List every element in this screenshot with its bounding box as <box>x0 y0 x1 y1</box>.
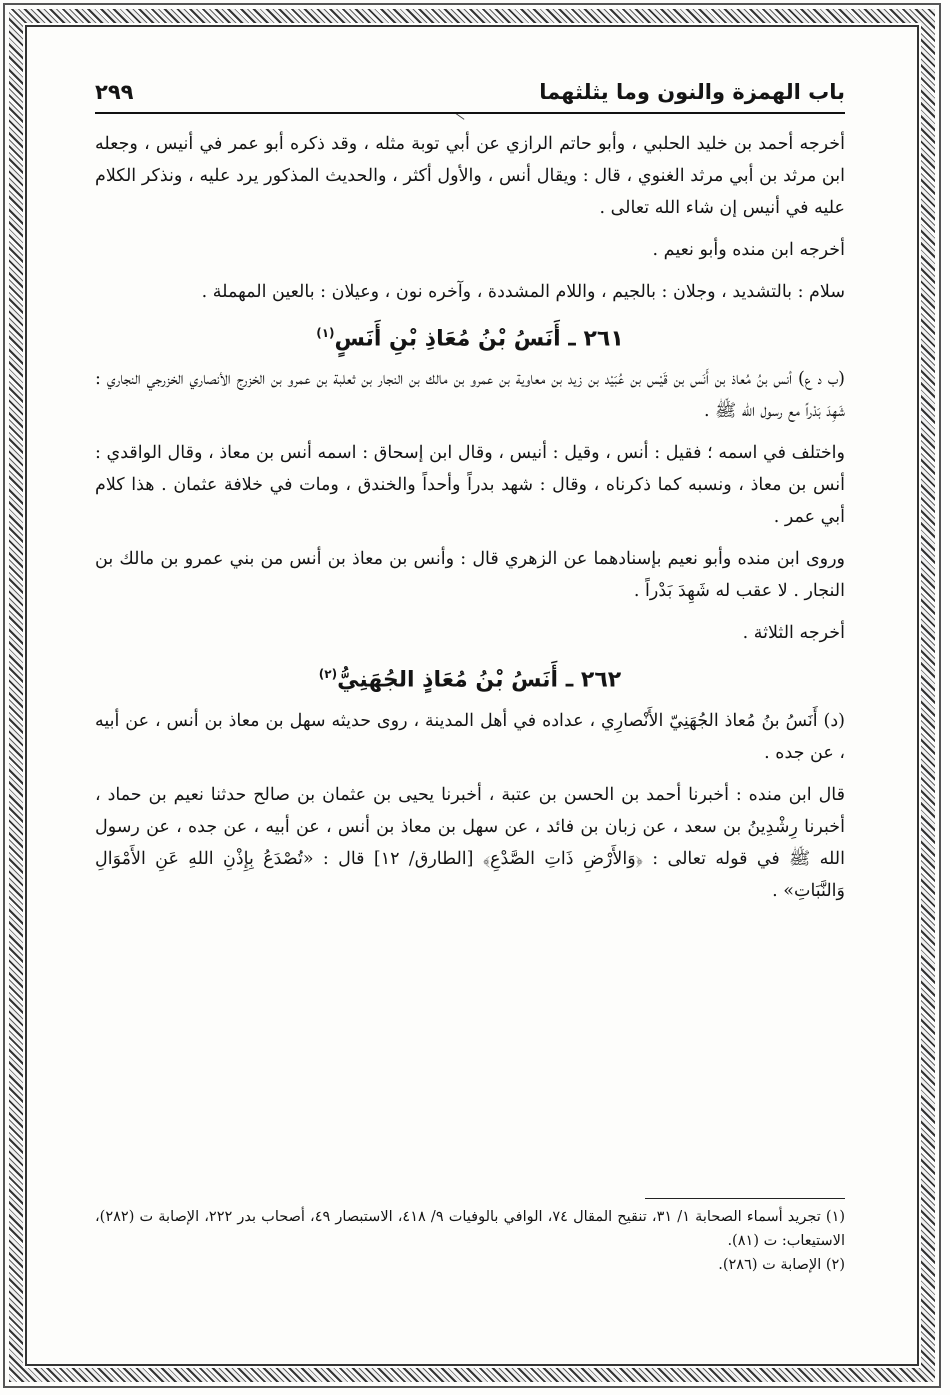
paragraph: (ب د ع) أنس بنُ مُعاذ بن أَنَس بن قَيْس بن عُبَيْد بن زيد بن معاوية بن عمرو بن مالك بن النجار بن ثعلبة بن عمرو بن الخزرج الأنصاري الخزرجي النجاري : شَهِدَ بَدْراً مع رسول الله ﷺ . <box>95 369 845 422</box>
footnote-marker: (١) <box>316 326 335 340</box>
paragraph: قال ابن منده : أخبرنا أحمد بن الحسن بن عتبة ، أخبرنا يحيى بن عثمان بن صالح حدثنا نعيم بن حماد ، أخبرنا رِشْدِينُ بن سعد ، عن زبان بن فائد ، عن سهل بن معاذ بن أنس ، عن أبيه ، عن جده ، عن رسول الله ﷺ في قوله تعالى : ﴿وَالأَرْضِ ذَاتِ الصَّدْعِ﴾ [الطارق/ ١٢] قال : «تُصْدَعُ بِإِذْنِ اللهِ عَنِ الأَمْوَالِ وَالنَّبَاتِ» . <box>95 784 845 901</box>
page-body <box>95 128 845 917</box>
footnote-rule <box>645 1198 845 1199</box>
paragraph: واختلف في اسمه ؛ فقيل : أنس ، وقيل : أنيس ، وقال ابن إسحاق : اسمه أنس بن معاذ ، وقال الواقدي : أنس بن معاذ ، ونسبه كما ذكرناه ، وقال : شهد بدراً وأحداً والخندق ، ومات في خلافة عثمان . هذا كلام أبي عمر . <box>95 443 845 528</box>
running-head: باب الهمزة والنون وما يثلثهما <box>539 80 845 104</box>
paragraph: سلام : بالتشديد ، وجلان : بالجيم ، واللام المشددة ، وآخره نون ، وعيلان : بالعين المهملة . <box>201 282 845 302</box>
page-header <box>95 80 845 120</box>
entry-heading <box>95 667 845 692</box>
entry-heading-text: ٢٦١ ـ أَنَسُ بْنُ مُعَاذِ بْنِ أَنَسٍ <box>334 326 624 352</box>
footnote: (١) تجريد أسماء الصحابة ١/ ٣١، تنقيح المقال ٧٤، الوافي بالوفيات ٩/ ٤١٨، الاستبصار ٤٩، أصحاب بدر ٢٢٢، الإصابة ت (٢٨٢)، الاستيعاب: ت (٨١). <box>95 1209 846 1249</box>
paragraph: أخرجه ابن منده وأبو نعيم . <box>652 240 845 260</box>
footnote: (٢) الإصابة ت (٢٨٦). <box>718 1257 845 1273</box>
footnotes <box>95 1205 845 1277</box>
book-page <box>95 70 845 1320</box>
entry-heading-text: ٢٦٢ ـ أَنَسُ بْنُ مُعَاذٍ الجُهَنِيُّ <box>337 667 622 693</box>
paragraph: وروى ابن منده وأبو نعيم بإسنادهما عن الزهري قال : وأنس بن معاذ بن أنس من بني عمرو بن مالك بن النجار . لا عقب له شَهِدَ بَدْراً . <box>95 549 845 602</box>
footnote-marker: (٢) <box>318 667 338 682</box>
header-rule <box>95 112 845 114</box>
paragraph: أخرجه أحمد بن خليد الحلبي ، وأبو حاتم الرازي عن أبي توبة مثله ، وقد ذكره أبو عمر في أنيس ، وجعله ابن مرثد بن أبي مرثد الغنوي ، قال : ويقال أنس ، والأول أكثر ، والحديث المذكور يرد عليه ، ونذكر الكلام عليه في أنيس إن شاء الله تعالى . <box>95 134 845 218</box>
entry-heading <box>95 326 845 351</box>
paragraph: (د) أَنَسُ بنُ مُعاذ الجُهَنِيّ الأَنْصارِي ، عداده في أهل المدينة ، روى حديثه سهل بن معاذ بن أنس ، عن أبيه ، عن جده . <box>95 710 845 763</box>
paragraph: أخرجه الثلاثة . <box>742 623 845 644</box>
page-number: ٢٩٩ <box>95 80 134 104</box>
